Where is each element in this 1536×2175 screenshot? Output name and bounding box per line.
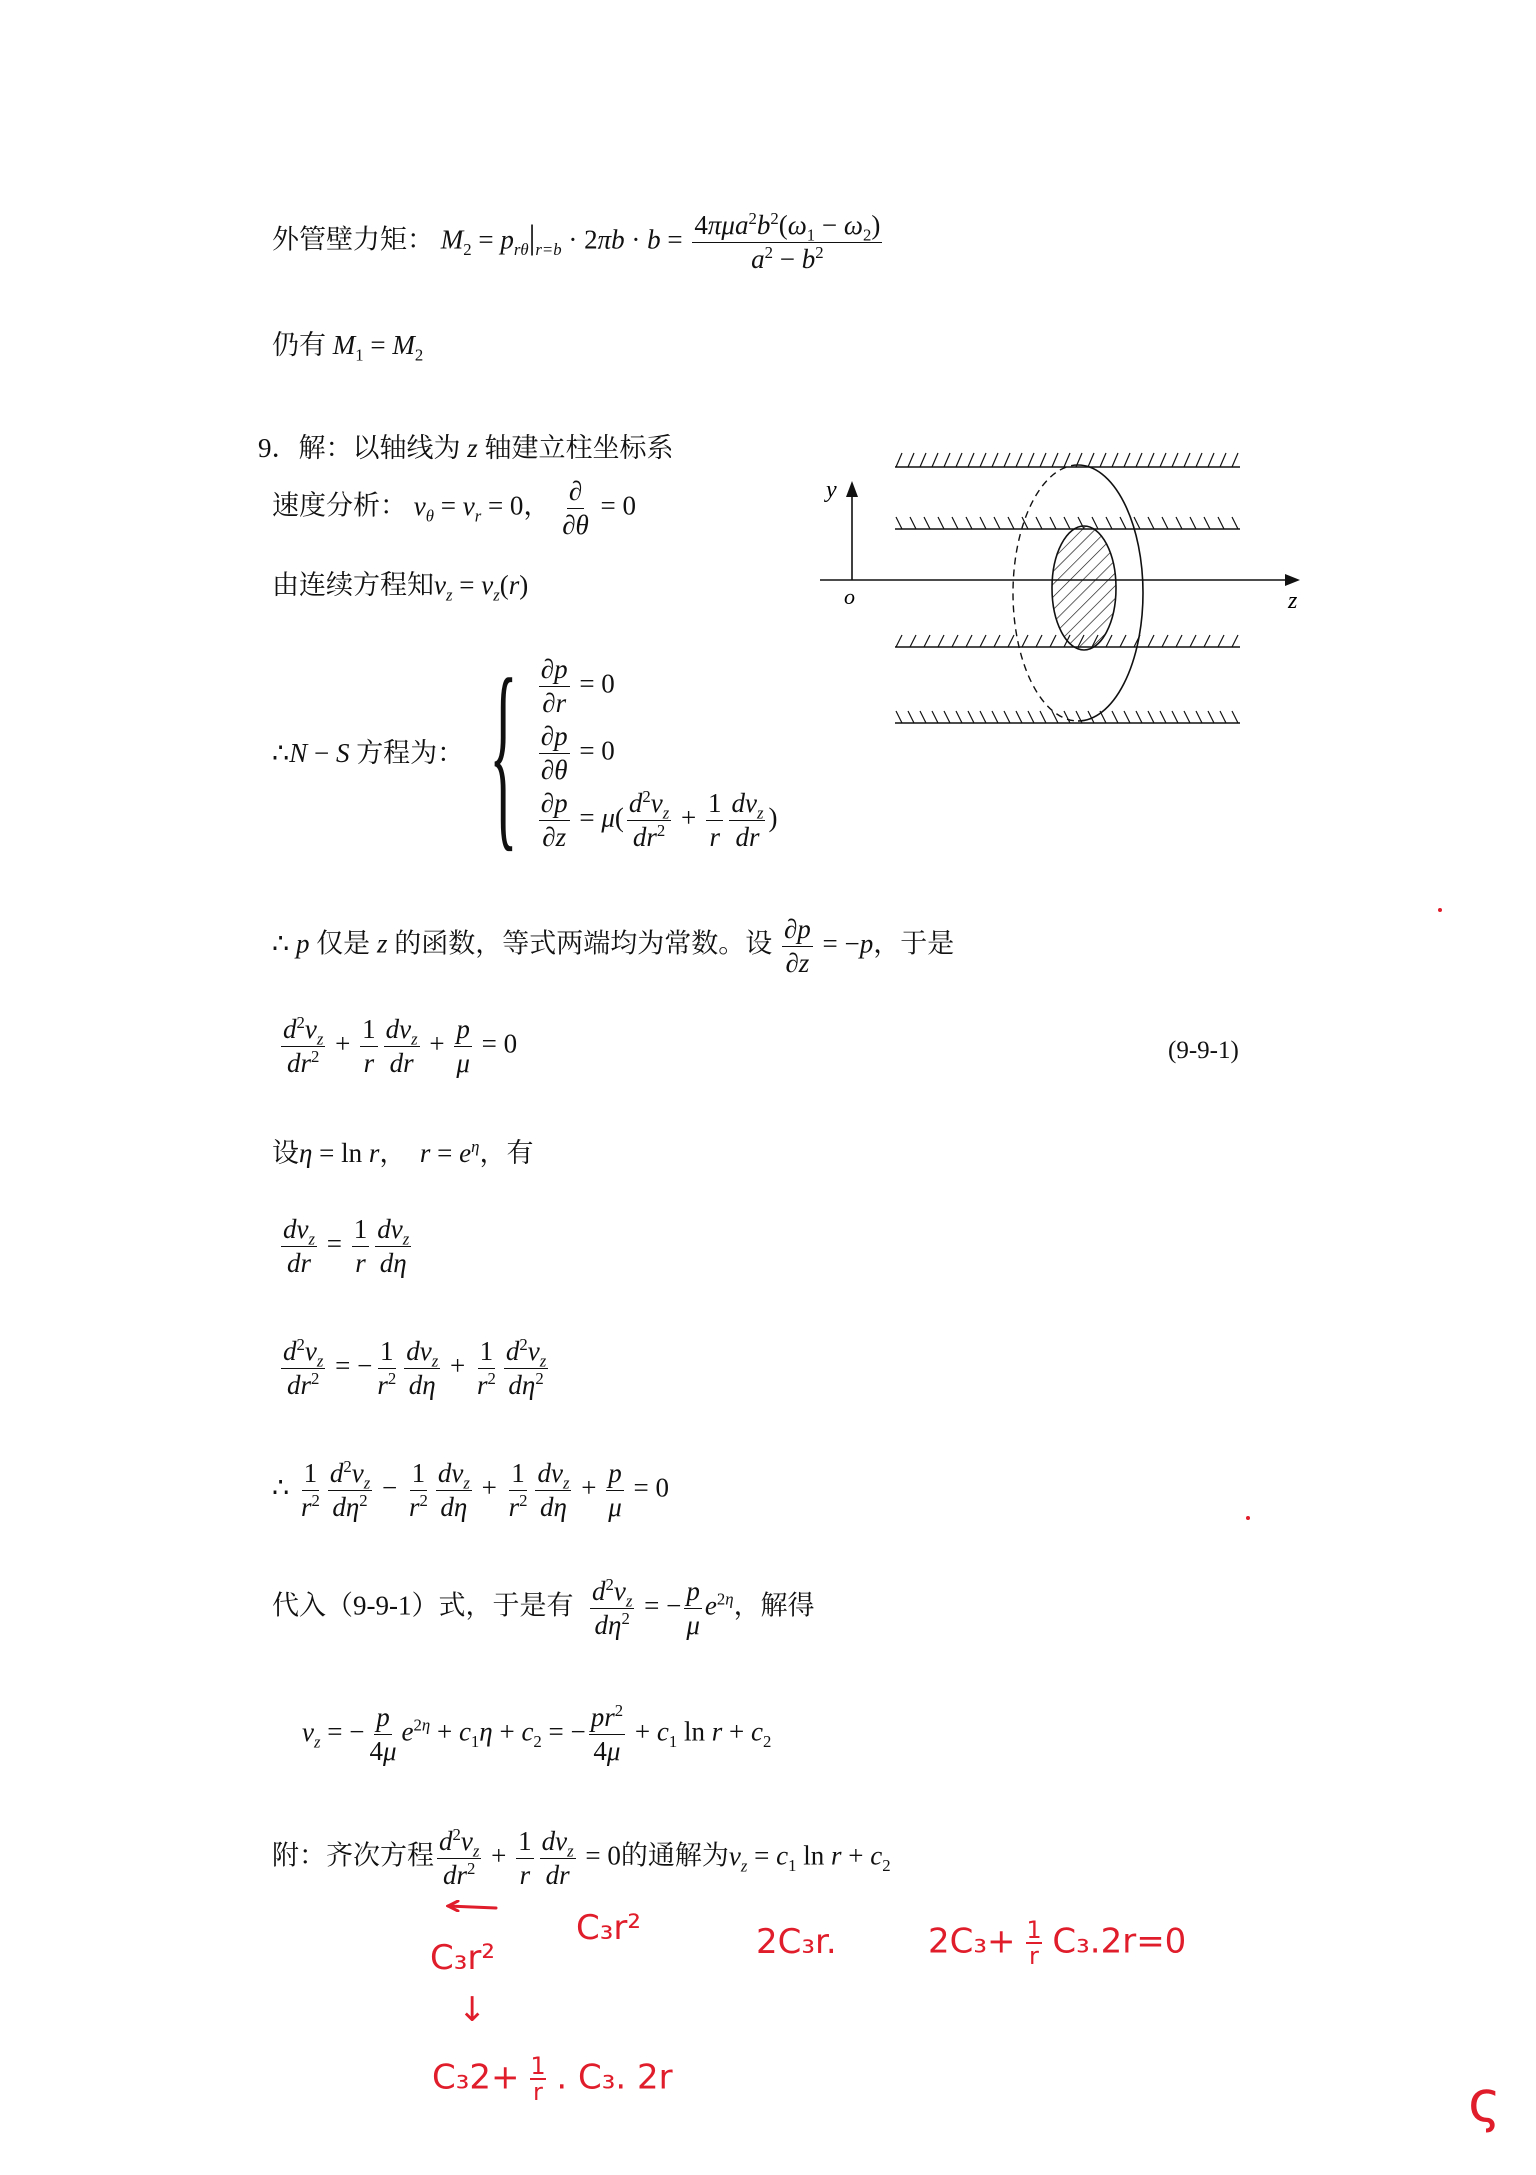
handwritten-term-4: 2C₃+ $\frac{1}{r}$ C₃.2r=0 bbox=[928, 1916, 1187, 1970]
red-dot-1 bbox=[1438, 908, 1442, 912]
handwritten-term-3: 2C₃r. bbox=[756, 1922, 837, 1962]
combined-equation: ∴ $\frac{1}{r^2}$ $\frac{d^2v_z}{d\eta^2}$ − $\frac{1}{r^2}$ $\frac{dv_z}{d\eta}$ + $\frac{1}{r^2}$ $\frac{dv_z}{d\eta}$ + $\frac{p}{\mu}$ = 0 bbox=[272, 1457, 669, 1522]
p-function-statement: ∴ p 仅是 z 的函数，等式两端均为常数。设 $\frac{\partial p}{\partial z}$ = −p，于是 bbox=[272, 914, 955, 978]
substitution-result: 代入（9-9-1）式，于是有 $\frac{d^2v_z}{d\eta^2}$ = − $\frac{p}{\mu}$ $e^{2\eta}$，解得 bbox=[272, 1575, 815, 1640]
first-derivative: $\frac{dv_z}{dr}$ = $\frac{1}{r}$ $\frac{dv_z}{d\eta}$ bbox=[283, 1214, 410, 1278]
axis-y-label: y bbox=[826, 477, 837, 503]
m1-equals-m2: 仍有 $M_1 = M_2$ bbox=[272, 330, 424, 365]
second-derivative: $\frac{d^2v_z}{dr^2}$ = − $\frac{1}{r^2}$ $\frac{dv_z}{d\eta}$ + $\frac{1}{r^2}$ $\frac{d^2v_z}{d\eta^2}$ bbox=[283, 1335, 547, 1400]
substitution-eta: 设η = ln r， $r = e^\eta$，有 bbox=[272, 1137, 534, 1168]
handwritten-corner-mark: ς bbox=[1468, 2070, 1501, 2135]
continuity-statement: 由连续方程知$v_z = v_z(r)$ bbox=[272, 570, 529, 605]
outer-torque-label: 外管壁力矩： bbox=[272, 224, 434, 255]
ns-equations: ∴N − S 方程为： { $\frac{\partial p}{\partial r}$ = 0 $\frac{\partial p}{\partial\theta}$ = 0 $\frac{\partial p}{\partial z}$ = μ( $\frac{d^2v_z}{dr^2}$ + $\frac{1}{r}$ $\frac{dv_z}{dr}$ ) bbox=[272, 637, 778, 869]
equation-tag: (9-9-1) bbox=[1168, 1037, 1239, 1064]
equation-9-9-1: $\frac{d^2v_z}{dr^2}$ + $\frac{1}{r}$ $\frac{dv_z}{dr}$ + $\frac{p}{\mu}$ = 0 bbox=[283, 1013, 518, 1078]
appendix-homogeneous: 附：齐次方程 $\frac{d^2v_z}{dr^2}$ + $\frac{1}{r}$ $\frac{dv_z}{dr}$ = 0的通解为$v_z = c_1$ $\ln r + c_2$ bbox=[272, 1825, 891, 1890]
solution-vz: $v_z$ = − $\frac{p}{4\mu}$ $e^{2\eta} + c_1\eta + c_2$ = − $\frac{pr^2}{4\mu}$ + $c_1$ $\ln r + c_2$ bbox=[302, 1701, 772, 1766]
problem-9-header: 9．解：以轴线为 z 轴建立柱坐标系 bbox=[258, 433, 674, 463]
outer-torque-equation: 外管壁力矩： $M_2 = p_{r\theta}|_{r=b} \cdot 2\pi b \cdot b$ = $\frac{4\pi\mu a^2b^2(\omega_1 - \omega_2)}{a^2 - b^2}$ bbox=[272, 209, 881, 274]
handwritten-arrow: ↓ bbox=[458, 1990, 487, 2030]
axis-z-label: z bbox=[1288, 588, 1298, 614]
handwritten-term-5: C₃2+ $\frac{1}{r}$ . C₃. 2r bbox=[432, 2052, 673, 2106]
origin-label: o bbox=[844, 584, 855, 609]
handwritten-term-1: C₃r² bbox=[430, 1938, 495, 1978]
velocity-analysis: 速度分析： $v_\theta = v_r = 0$， $\frac{\partial}{\partial\theta}$ = 0 bbox=[272, 476, 637, 540]
annular-pipe-figure bbox=[810, 445, 1310, 735]
handwritten-term-2: C₃r² bbox=[576, 1908, 641, 1948]
handwritten-underline bbox=[446, 1900, 506, 1912]
red-dot-2 bbox=[1246, 1516, 1250, 1520]
